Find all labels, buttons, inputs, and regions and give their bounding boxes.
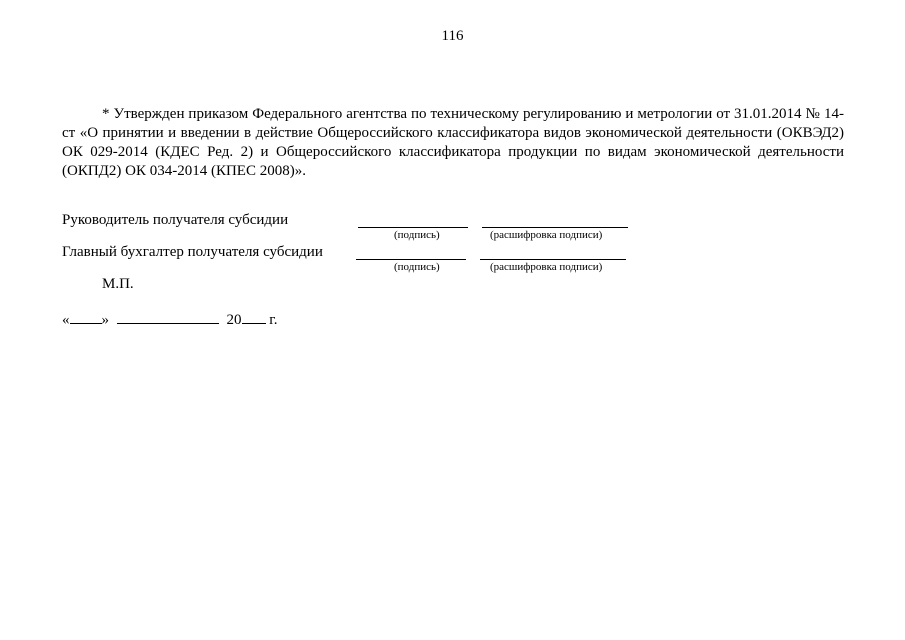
page-number: 116 bbox=[441, 28, 464, 44]
signature-decoding-line bbox=[482, 227, 628, 228]
signature-decoding-line bbox=[480, 259, 626, 260]
date-close-quote: » bbox=[101, 312, 109, 328]
signature-row-director bbox=[62, 212, 662, 248]
decoding-caption: (расшифровка подписи) bbox=[490, 261, 603, 273]
signature-line bbox=[358, 227, 468, 228]
date-line bbox=[62, 311, 277, 329]
stamp-label: М.П. bbox=[102, 276, 134, 292]
signature-role-label: Главный бухгалтер получателя субсидии bbox=[62, 244, 323, 260]
day-blank bbox=[70, 311, 102, 324]
date-open-quote: « bbox=[62, 312, 70, 328]
year-blank bbox=[242, 311, 266, 324]
signature-caption: (подпись) bbox=[394, 229, 440, 241]
year-prefix: 20 bbox=[226, 312, 242, 328]
decoding-caption: (расшифровка подписи) bbox=[490, 229, 603, 241]
footnote-text: * Утвержден приказом Федерального агентства по техническому регулированию и метрологии от 31.01.2014 № 14-ст «О принятии и введении в действие Общероссийского классификатора видов экономической деятельности (ОКВЭД2) ОК 029-2014 (КДЕС Ред. 2) и Общероссийского классификатора продукции по видам экономической деятельности (ОКПД2) ОК 034-2014 (КПЕС 2008)». bbox=[62, 106, 844, 179]
signature-line bbox=[356, 259, 466, 260]
month-blank bbox=[117, 311, 219, 324]
signature-role-label: Руководитель получателя субсидии bbox=[62, 212, 289, 228]
signature-caption: (подпись) bbox=[394, 261, 440, 273]
signature-row-accountant bbox=[62, 244, 662, 280]
year-suffix: г. bbox=[269, 312, 278, 328]
